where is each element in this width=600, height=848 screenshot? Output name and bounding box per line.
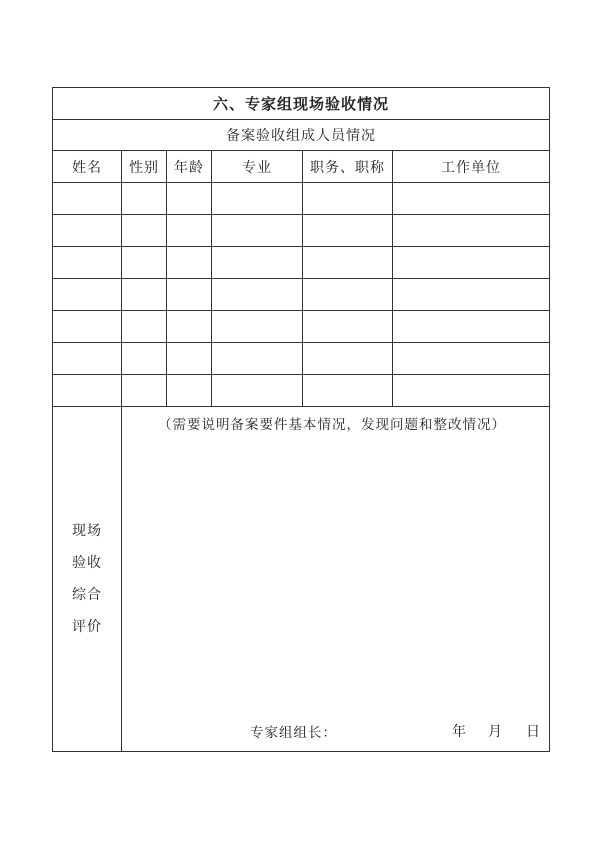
member-title-cell[interactable] — [303, 375, 393, 407]
member-row — [53, 343, 550, 375]
leader-signature-label: 专家组组长： — [250, 725, 337, 741]
member-major-cell[interactable] — [212, 311, 303, 343]
member-employer-cell[interactable] — [393, 247, 550, 279]
evaluation-label-line: 验收 — [72, 555, 102, 571]
header-employer: 工作单位 — [393, 151, 550, 183]
expert-acceptance-table — [52, 87, 550, 752]
member-employer-cell[interactable] — [393, 343, 550, 375]
member-gender-cell[interactable] — [122, 375, 167, 407]
member-age-cell[interactable] — [167, 343, 212, 375]
member-title-cell[interactable] — [303, 279, 393, 311]
member-employer-cell[interactable] — [393, 279, 550, 311]
evaluation-label-line: 现场 — [72, 523, 102, 539]
member-gender-cell[interactable] — [122, 183, 167, 215]
member-title-cell[interactable] — [303, 311, 393, 343]
member-age-cell[interactable] — [167, 247, 212, 279]
member-name-cell[interactable] — [53, 375, 122, 407]
date-day-label: 日 — [526, 724, 542, 740]
member-title-cell[interactable] — [303, 343, 393, 375]
member-name-cell[interactable] — [53, 343, 122, 375]
member-row — [53, 375, 550, 407]
member-employer-cell[interactable] — [393, 215, 550, 247]
member-gender-cell[interactable] — [122, 279, 167, 311]
header-row — [53, 151, 550, 183]
evaluation-label-line: 综合 — [72, 587, 102, 603]
member-title-cell[interactable] — [303, 215, 393, 247]
member-age-cell[interactable] — [167, 279, 212, 311]
member-major-cell[interactable] — [212, 343, 303, 375]
member-row — [53, 279, 550, 311]
evaluation-label-line: 评价 — [72, 619, 102, 635]
header-major: 专业 — [212, 151, 303, 183]
member-gender-cell[interactable] — [122, 247, 167, 279]
date-month-label: 月 — [488, 724, 504, 740]
member-employer-cell[interactable] — [393, 183, 550, 215]
member-gender-cell[interactable] — [122, 343, 167, 375]
member-employer-cell[interactable] — [393, 375, 550, 407]
member-row — [53, 311, 550, 343]
member-major-cell[interactable] — [212, 375, 303, 407]
member-name-cell[interactable] — [53, 247, 122, 279]
evaluation-field[interactable] — [122, 407, 550, 752]
header-age: 年龄 — [167, 151, 212, 183]
member-row — [53, 247, 550, 279]
member-name-cell[interactable] — [53, 311, 122, 343]
member-gender-cell[interactable] — [122, 311, 167, 343]
header-gender: 性别 — [122, 151, 167, 183]
member-employer-cell[interactable] — [393, 311, 550, 343]
member-age-cell[interactable] — [167, 375, 212, 407]
member-age-cell[interactable] — [167, 311, 212, 343]
header-title: 职务、职称 — [303, 151, 393, 183]
member-age-cell[interactable] — [167, 183, 212, 215]
date-year-label: 年 — [452, 724, 468, 740]
section-subtitle: 备案验收组成人员情况 — [53, 120, 550, 151]
member-age-cell[interactable] — [167, 215, 212, 247]
member-row — [53, 215, 550, 247]
evaluation-label — [53, 407, 122, 752]
member-name-cell[interactable] — [53, 183, 122, 215]
member-major-cell[interactable] — [212, 247, 303, 279]
member-rows — [53, 183, 550, 407]
header-name: 姓名 — [53, 151, 122, 183]
member-row — [53, 183, 550, 215]
member-title-cell[interactable] — [303, 183, 393, 215]
evaluation-note: （需要说明备案要件基本情况，发现问题和整改情况） — [158, 417, 506, 433]
section-title: 六、专家组现场验收情况 — [53, 88, 550, 120]
member-major-cell[interactable] — [212, 279, 303, 311]
member-major-cell[interactable] — [212, 183, 303, 215]
member-name-cell[interactable] — [53, 279, 122, 311]
member-major-cell[interactable] — [212, 215, 303, 247]
member-name-cell[interactable] — [53, 215, 122, 247]
member-gender-cell[interactable] — [122, 215, 167, 247]
member-title-cell[interactable] — [303, 247, 393, 279]
